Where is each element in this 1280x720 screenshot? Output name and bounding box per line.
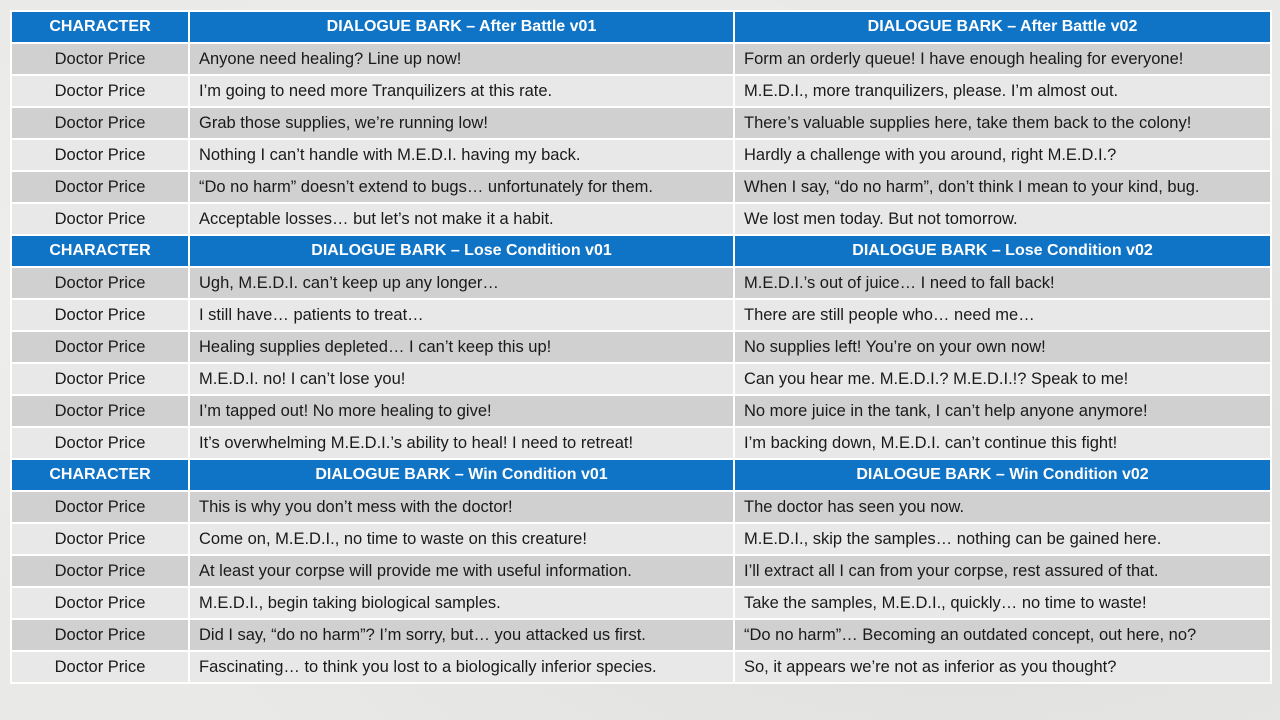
bark-v01-cell: Did I say, “do no harm”? I’m sorry, but… you attacked us first. <box>189 619 734 651</box>
table-row <box>11 427 1271 459</box>
table-row <box>11 299 1271 331</box>
section-header-win-condition <box>11 459 1271 491</box>
bark-v01-cell: M.E.D.I. no! I can’t lose you! <box>189 363 734 395</box>
character-cell: Doctor Price <box>11 331 189 363</box>
character-cell: Doctor Price <box>11 171 189 203</box>
dialogue-bark-table <box>10 10 1272 684</box>
table-row <box>11 75 1271 107</box>
character-cell: Doctor Price <box>11 427 189 459</box>
table-row <box>11 651 1271 683</box>
character-cell: Doctor Price <box>11 107 189 139</box>
header-v01: DIALOGUE BARK – Win Condition v01 <box>189 459 734 491</box>
table-row <box>11 171 1271 203</box>
bark-v02-cell: “Do no harm”… Becoming an outdated concept, out here, no? <box>734 619 1271 651</box>
character-cell: Doctor Price <box>11 523 189 555</box>
character-cell: Doctor Price <box>11 555 189 587</box>
character-cell: Doctor Price <box>11 491 189 523</box>
table-row <box>11 555 1271 587</box>
bark-v02-cell: So, it appears we’re not as inferior as you thought? <box>734 651 1271 683</box>
bark-v02-cell: M.E.D.I.’s out of juice… I need to fall back! <box>734 267 1271 299</box>
bark-v01-cell: I’m tapped out! No more healing to give! <box>189 395 734 427</box>
bark-v02-cell: Hardly a challenge with you around, right M.E.D.I.? <box>734 139 1271 171</box>
character-cell: Doctor Price <box>11 651 189 683</box>
header-v02: DIALOGUE BARK – Win Condition v02 <box>734 459 1271 491</box>
bark-v01-cell: Ugh, M.E.D.I. can’t keep up any longer… <box>189 267 734 299</box>
table-row <box>11 267 1271 299</box>
bark-v01-cell: Anyone need healing? Line up now! <box>189 43 734 75</box>
character-cell: Doctor Price <box>11 395 189 427</box>
bark-v02-cell: M.E.D.I., more tranquilizers, please. I’m almost out. <box>734 75 1271 107</box>
bark-v02-cell: When I say, “do no harm”, don’t think I mean to your kind, bug. <box>734 171 1271 203</box>
header-character: CHARACTER <box>11 235 189 267</box>
header-v02: DIALOGUE BARK – After Battle v02 <box>734 11 1271 43</box>
bark-v02-cell: M.E.D.I., skip the samples… nothing can be gained here. <box>734 523 1271 555</box>
table-row <box>11 395 1271 427</box>
bark-v02-cell: We lost men today. But not tomorrow. <box>734 203 1271 235</box>
bark-v02-cell: No more juice in the tank, I can’t help anyone anymore! <box>734 395 1271 427</box>
bark-v02-cell: The doctor has seen you now. <box>734 491 1271 523</box>
bark-v01-cell: Fascinating… to think you lost to a biologically inferior species. <box>189 651 734 683</box>
bark-v01-cell: I’m going to need more Tranquilizers at this rate. <box>189 75 734 107</box>
bark-v01-cell: Acceptable losses… but let’s not make it a habit. <box>189 203 734 235</box>
character-cell: Doctor Price <box>11 203 189 235</box>
bark-v01-cell: Grab those supplies, we’re running low! <box>189 107 734 139</box>
section-header-after-battle <box>11 11 1271 43</box>
table-row <box>11 139 1271 171</box>
character-cell: Doctor Price <box>11 267 189 299</box>
header-character: CHARACTER <box>11 459 189 491</box>
bark-v02-cell: There’s valuable supplies here, take them back to the colony! <box>734 107 1271 139</box>
table-row <box>11 331 1271 363</box>
character-cell: Doctor Price <box>11 363 189 395</box>
table-row <box>11 363 1271 395</box>
table-row <box>11 43 1271 75</box>
bark-v01-cell: At least your corpse will provide me with useful information. <box>189 555 734 587</box>
bark-v02-cell: Form an orderly queue! I have enough healing for everyone! <box>734 43 1271 75</box>
bark-v02-cell: No supplies left! You’re on your own now! <box>734 331 1271 363</box>
header-v01: DIALOGUE BARK – After Battle v01 <box>189 11 734 43</box>
header-v01: DIALOGUE BARK – Lose Condition v01 <box>189 235 734 267</box>
character-cell: Doctor Price <box>11 619 189 651</box>
bark-v02-cell: There are still people who… need me… <box>734 299 1271 331</box>
character-cell: Doctor Price <box>11 299 189 331</box>
bark-v02-cell: Take the samples, M.E.D.I., quickly… no time to waste! <box>734 587 1271 619</box>
table-row <box>11 587 1271 619</box>
character-cell: Doctor Price <box>11 139 189 171</box>
bark-v02-cell: Can you hear me. M.E.D.I.? M.E.D.I.!? Speak to me! <box>734 363 1271 395</box>
section-header-lose-condition <box>11 235 1271 267</box>
bark-v01-cell: “Do no harm” doesn’t extend to bugs… unfortunately for them. <box>189 171 734 203</box>
header-v02: DIALOGUE BARK – Lose Condition v02 <box>734 235 1271 267</box>
bark-v01-cell: M.E.D.I., begin taking biological samples. <box>189 587 734 619</box>
bark-v02-cell: I’ll extract all I can from your corpse, rest assured of that. <box>734 555 1271 587</box>
bark-v01-cell: Come on, M.E.D.I., no time to waste on this creature! <box>189 523 734 555</box>
character-cell: Doctor Price <box>11 587 189 619</box>
bark-v01-cell: I still have… patients to treat… <box>189 299 734 331</box>
character-cell: Doctor Price <box>11 43 189 75</box>
table-row <box>11 203 1271 235</box>
character-cell: Doctor Price <box>11 75 189 107</box>
bark-v01-cell: This is why you don’t mess with the doctor! <box>189 491 734 523</box>
table-row <box>11 619 1271 651</box>
table-row <box>11 107 1271 139</box>
bark-v01-cell: It’s overwhelming M.E.D.I.’s ability to heal! I need to retreat! <box>189 427 734 459</box>
bark-v01-cell: Healing supplies depleted… I can’t keep this up! <box>189 331 734 363</box>
table-row <box>11 491 1271 523</box>
table-row <box>11 523 1271 555</box>
bark-v02-cell: I’m backing down, M.E.D.I. can’t continue this fight! <box>734 427 1271 459</box>
header-character: CHARACTER <box>11 11 189 43</box>
bark-v01-cell: Nothing I can’t handle with M.E.D.I. having my back. <box>189 139 734 171</box>
